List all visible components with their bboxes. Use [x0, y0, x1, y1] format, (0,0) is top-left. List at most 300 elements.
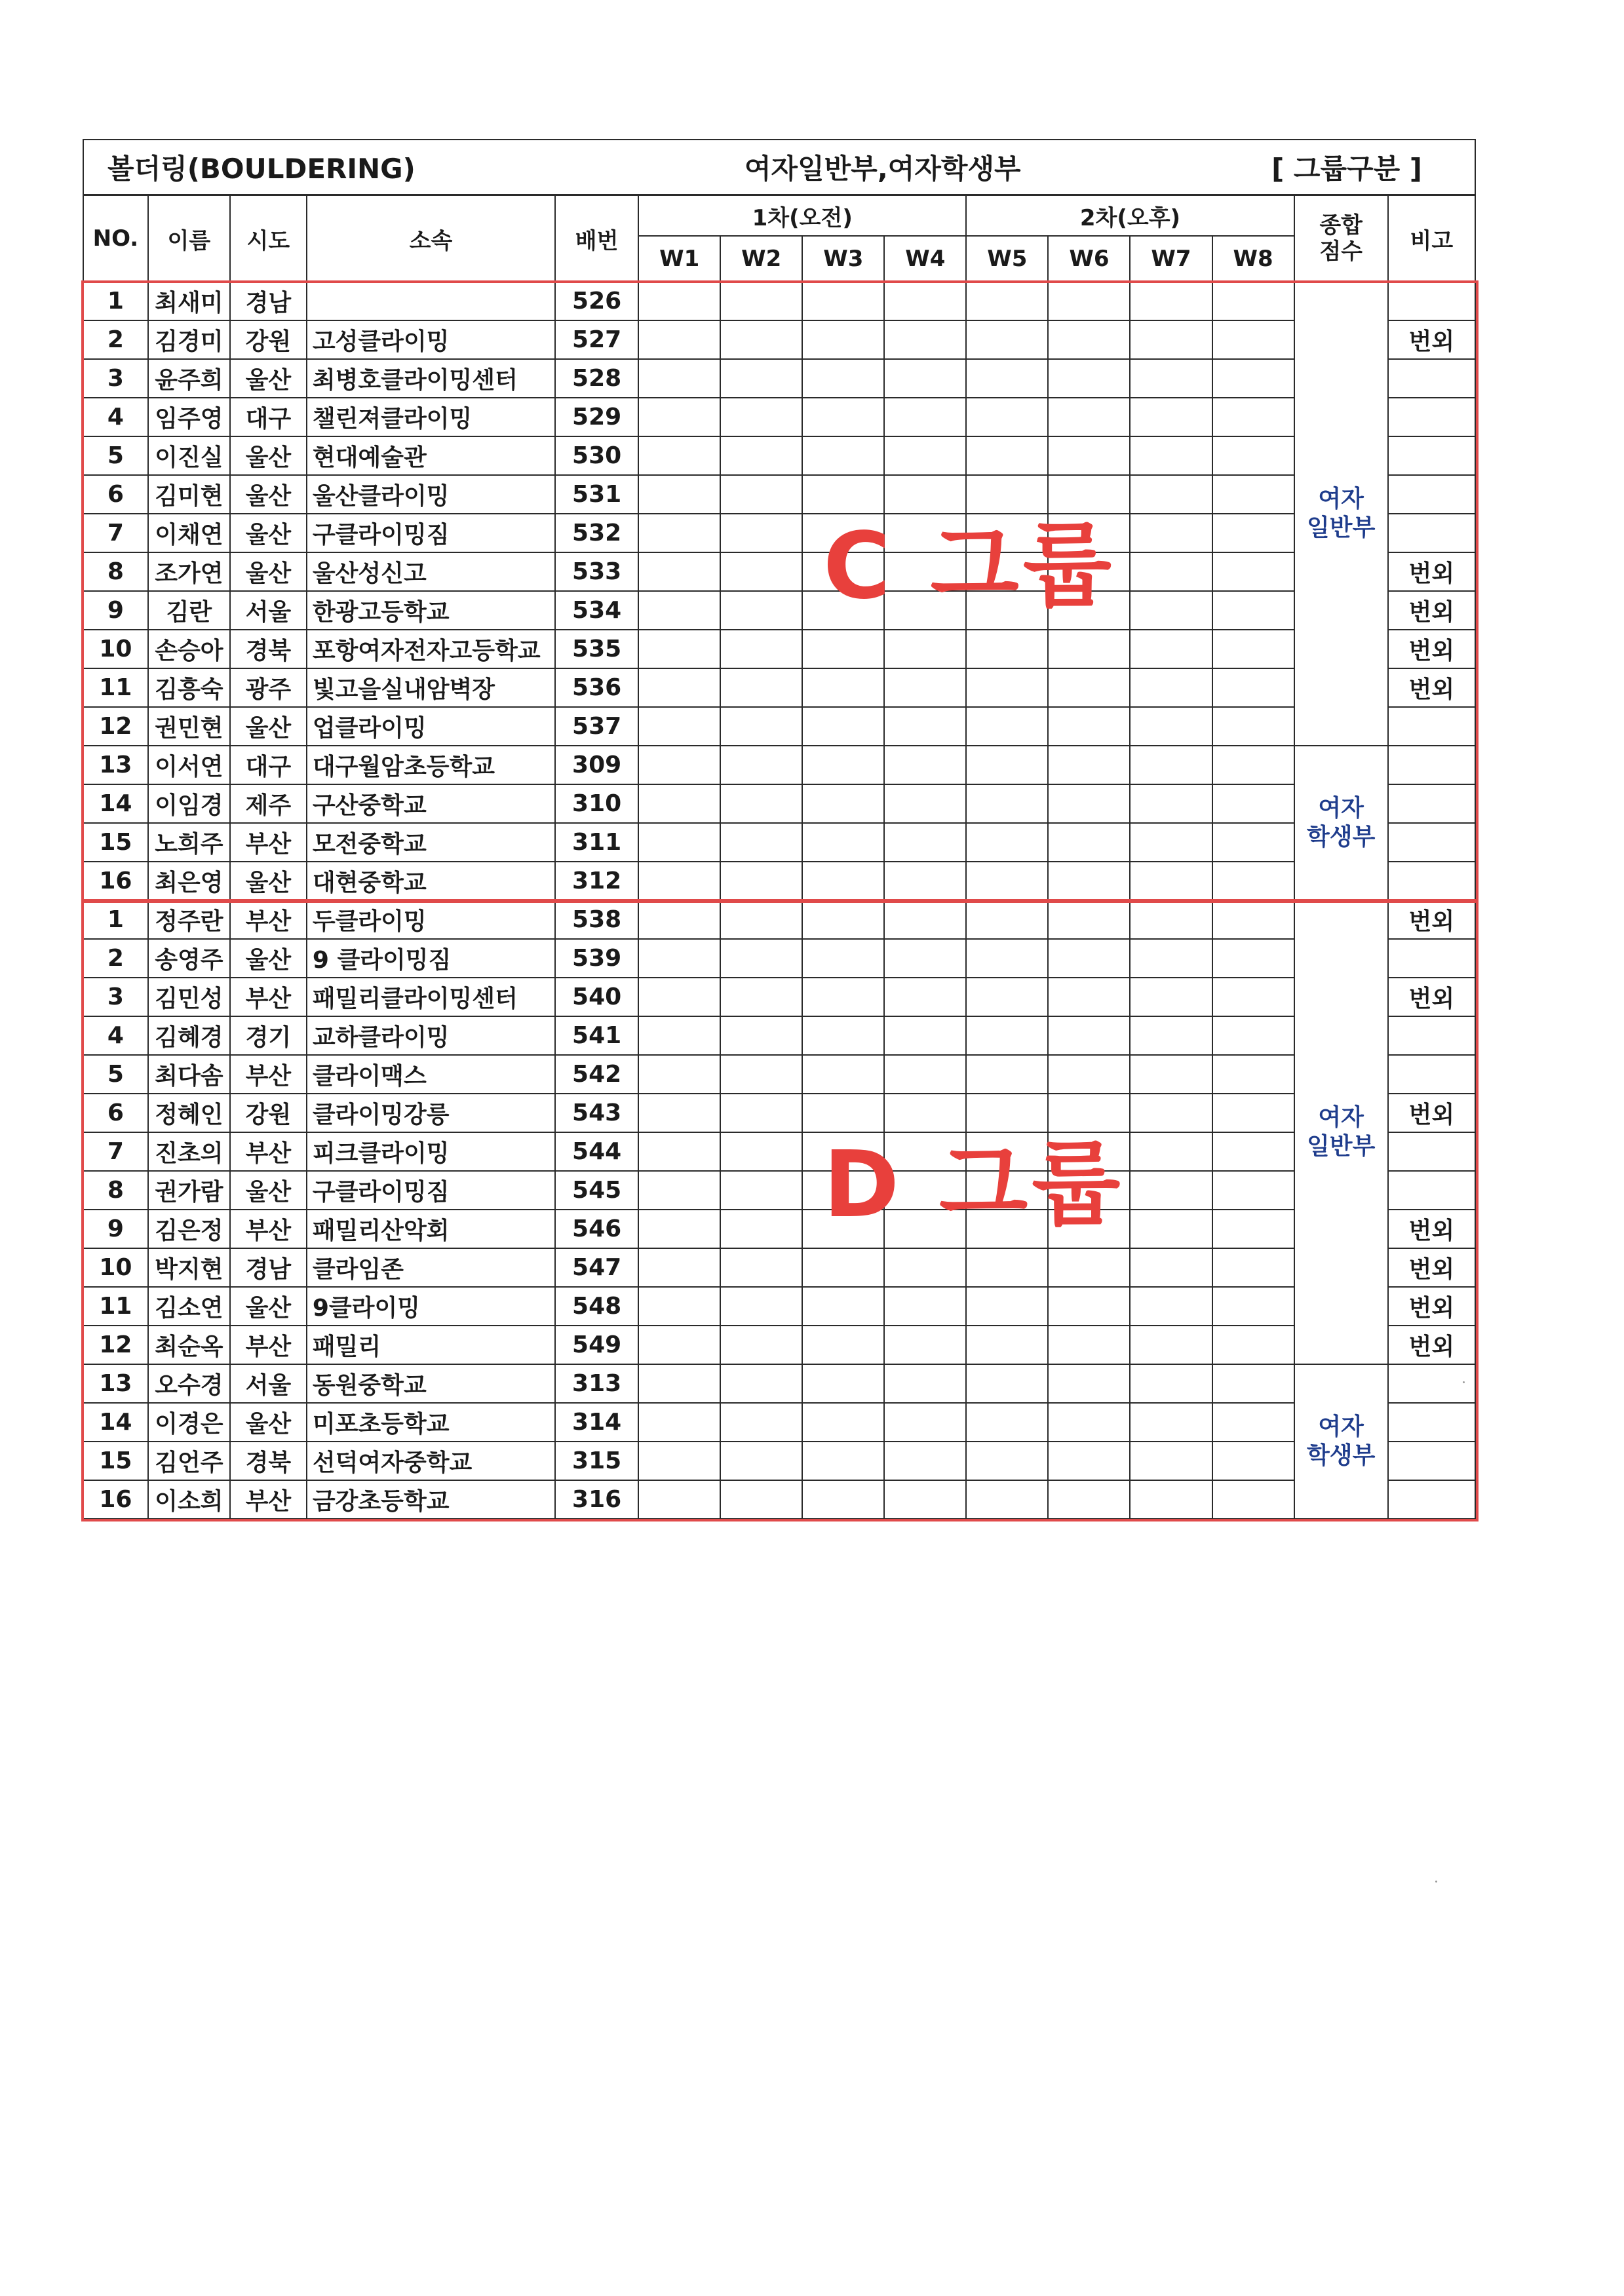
- score-cell-w2[interactable]: [720, 1094, 802, 1132]
- score-cell-w2[interactable]: [720, 1248, 802, 1287]
- score-cell-w3[interactable]: [802, 436, 884, 475]
- score-cell-w2[interactable]: [720, 1055, 802, 1094]
- competitor-bib: 528: [555, 359, 638, 398]
- score-cell-w1[interactable]: [638, 1094, 720, 1132]
- competitor-row: [83, 823, 1475, 862]
- score-cell-w6[interactable]: [1048, 359, 1130, 398]
- score-cell-w7[interactable]: [1130, 1287, 1212, 1326]
- score-cell-w1[interactable]: [638, 1403, 720, 1442]
- score-cell-w4[interactable]: [884, 1055, 966, 1094]
- score-cell-w8[interactable]: [1212, 282, 1294, 320]
- score-cell-w6[interactable]: [1048, 1055, 1130, 1094]
- competitor-name: 윤주희: [148, 359, 230, 398]
- score-cell-w2[interactable]: [720, 359, 802, 398]
- score-cell-w8[interactable]: [1212, 552, 1294, 591]
- score-cell-w5[interactable]: [966, 436, 1048, 475]
- score-cell-w1[interactable]: [638, 1248, 720, 1287]
- score-cell-w4[interactable]: [884, 1248, 966, 1287]
- score-cell-w2[interactable]: [720, 1480, 802, 1519]
- competitor-region: 울산: [230, 1403, 307, 1442]
- score-cell-w8[interactable]: [1212, 475, 1294, 514]
- row-no: 2: [83, 939, 148, 978]
- row-no: 6: [83, 1094, 148, 1132]
- score-cell-w5[interactable]: [966, 939, 1048, 978]
- competitor-name: 김소연: [148, 1287, 230, 1326]
- score-cell-w8[interactable]: [1212, 320, 1294, 359]
- competitor-row: [83, 514, 1475, 552]
- score-cell-w8[interactable]: [1212, 1403, 1294, 1442]
- score-cell-w2[interactable]: [720, 1326, 802, 1364]
- score-cell-w1[interactable]: [638, 746, 720, 784]
- score-cell-w2[interactable]: [720, 320, 802, 359]
- score-cell-w3[interactable]: [802, 707, 884, 746]
- score-cell-w6[interactable]: [1048, 320, 1130, 359]
- competitor-row: [83, 552, 1475, 591]
- score-cell-w1[interactable]: [638, 939, 720, 978]
- score-cell-w8[interactable]: [1212, 1055, 1294, 1094]
- score-cell-w7[interactable]: [1130, 1094, 1212, 1132]
- competitor-affiliation: [307, 282, 555, 320]
- score-cell-w7[interactable]: [1130, 1364, 1212, 1403]
- score-cell-w8[interactable]: [1212, 823, 1294, 862]
- score-cell-w3[interactable]: [802, 630, 884, 668]
- score-cell-w6[interactable]: [1048, 1248, 1130, 1287]
- score-cell-w5[interactable]: [966, 320, 1048, 359]
- score-cell-w7[interactable]: [1130, 746, 1212, 784]
- score-cell-w7[interactable]: [1130, 1442, 1212, 1480]
- score-cell-w3[interactable]: [802, 1480, 884, 1519]
- score-cell-w2[interactable]: [720, 978, 802, 1016]
- score-cell-w1[interactable]: [638, 1210, 720, 1248]
- score-cell-w4[interactable]: [884, 939, 966, 978]
- note-cell: 번외: [1388, 320, 1475, 359]
- score-cell-w8[interactable]: [1212, 1171, 1294, 1210]
- score-cell-w1[interactable]: [638, 359, 720, 398]
- score-cell-w5[interactable]: [966, 1287, 1048, 1326]
- competitor-region: 대구: [230, 746, 307, 784]
- score-cell-w4[interactable]: [884, 1403, 966, 1442]
- competitor-rows: [83, 282, 1475, 1519]
- score-cell-w4[interactable]: [884, 1442, 966, 1480]
- score-cell-w3[interactable]: [802, 1055, 884, 1094]
- competitor-region: 부산: [230, 900, 307, 939]
- score-cell-w7[interactable]: [1130, 862, 1212, 900]
- score-cell-w1[interactable]: [638, 1287, 720, 1326]
- competitor-affiliation: 클라이밍강릉: [307, 1094, 555, 1132]
- score-cell-w7[interactable]: [1130, 436, 1212, 475]
- score-cell-w8[interactable]: [1212, 862, 1294, 900]
- score-cell-w6[interactable]: [1048, 784, 1130, 823]
- score-cell-w1[interactable]: [638, 707, 720, 746]
- header-w3: W3: [802, 236, 884, 282]
- score-cell-w4[interactable]: [884, 978, 966, 1016]
- score-cell-w5[interactable]: [966, 398, 1048, 436]
- score-cell-w7[interactable]: [1130, 978, 1212, 1016]
- score-cell-w8[interactable]: [1212, 514, 1294, 552]
- score-cell-w2[interactable]: [720, 514, 802, 552]
- score-cell-w1[interactable]: [638, 1016, 720, 1055]
- score-cell-w2[interactable]: [720, 398, 802, 436]
- score-cell-w8[interactable]: [1212, 1364, 1294, 1403]
- score-cell-w6[interactable]: [1048, 1442, 1130, 1480]
- score-cell-w7[interactable]: [1130, 1248, 1212, 1287]
- score-cell-w3[interactable]: [802, 784, 884, 823]
- score-cell-w8[interactable]: [1212, 1287, 1294, 1326]
- competitor-name: 이진실: [148, 436, 230, 475]
- header-w6: W6: [1048, 236, 1130, 282]
- score-cell-w1[interactable]: [638, 398, 720, 436]
- score-cell-w7[interactable]: [1130, 707, 1212, 746]
- score-cell-w2[interactable]: [720, 1403, 802, 1442]
- score-cell-w8[interactable]: [1212, 398, 1294, 436]
- score-cell-w6[interactable]: [1048, 1287, 1130, 1326]
- note-cell: [1388, 746, 1475, 784]
- score-cell-w8[interactable]: [1212, 359, 1294, 398]
- header-bib: 배번: [555, 195, 638, 282]
- score-cell-w8[interactable]: [1212, 1094, 1294, 1132]
- score-cell-w7[interactable]: [1130, 668, 1212, 707]
- competitor-bib: 544: [555, 1132, 638, 1171]
- score-cell-w5[interactable]: [966, 1442, 1048, 1480]
- score-cell-w2[interactable]: [720, 436, 802, 475]
- competitor-affiliation: 업클라이밍: [307, 707, 555, 746]
- score-cell-w1[interactable]: [638, 591, 720, 630]
- score-cell-w3[interactable]: [802, 359, 884, 398]
- competitor-bib: 533: [555, 552, 638, 591]
- score-cell-w2[interactable]: [720, 591, 802, 630]
- competitor-bib: 310: [555, 784, 638, 823]
- score-cell-w3[interactable]: [802, 282, 884, 320]
- score-cell-w3[interactable]: [802, 1287, 884, 1326]
- competitor-affiliation: 최병호클라이밍센터: [307, 359, 555, 398]
- competitor-region: 경기: [230, 1016, 307, 1055]
- score-cell-w6[interactable]: [1048, 282, 1130, 320]
- competitor-bib: 316: [555, 1480, 638, 1519]
- score-cell-w2[interactable]: [720, 475, 802, 514]
- score-cell-w5[interactable]: [966, 359, 1048, 398]
- score-cell-w4[interactable]: [884, 1326, 966, 1364]
- score-cell-w6[interactable]: [1048, 1364, 1130, 1403]
- score-cell-w8[interactable]: [1212, 668, 1294, 707]
- score-cell-w5[interactable]: [966, 1364, 1048, 1403]
- competitor-bib: 541: [555, 1016, 638, 1055]
- note-cell: [1388, 1403, 1475, 1442]
- score-cell-w1[interactable]: [638, 436, 720, 475]
- score-cell-w4[interactable]: [884, 359, 966, 398]
- score-cell-w3[interactable]: [802, 746, 884, 784]
- score-cell-w1[interactable]: [638, 1326, 720, 1364]
- score-cell-w8[interactable]: [1212, 1210, 1294, 1248]
- score-cell-w6[interactable]: [1048, 746, 1130, 784]
- competitor-affiliation: 고성클라이밍: [307, 320, 555, 359]
- score-cell-w5[interactable]: [966, 1403, 1048, 1442]
- score-cell-w4[interactable]: [884, 746, 966, 784]
- competitor-row: [83, 1055, 1475, 1094]
- score-cell-w6[interactable]: [1048, 900, 1130, 939]
- score-cell-w6[interactable]: [1048, 862, 1130, 900]
- row-no: 12: [83, 1326, 148, 1364]
- score-cell-w4[interactable]: [884, 668, 966, 707]
- score-cell-w4[interactable]: [884, 823, 966, 862]
- competitor-affiliation: 패밀리클라이밍센터: [307, 978, 555, 1016]
- score-cell-w1[interactable]: [638, 1442, 720, 1480]
- score-cell-w2[interactable]: [720, 668, 802, 707]
- score-cell-w5[interactable]: [966, 630, 1048, 668]
- score-cell-w5[interactable]: [966, 1055, 1048, 1094]
- score-cell-w6[interactable]: [1048, 1016, 1130, 1055]
- score-cell-w4[interactable]: [884, 784, 966, 823]
- score-cell-w8[interactable]: [1212, 1326, 1294, 1364]
- score-cell-w2[interactable]: [720, 1171, 802, 1210]
- score-cell-w4[interactable]: [884, 1016, 966, 1055]
- score-cell-w2[interactable]: [720, 746, 802, 784]
- score-cell-w8[interactable]: [1212, 978, 1294, 1016]
- row-no: 3: [83, 359, 148, 398]
- score-cell-w4[interactable]: [884, 900, 966, 939]
- score-cell-w7[interactable]: [1130, 1403, 1212, 1442]
- division-label: 여자 학생부: [1294, 1364, 1388, 1519]
- score-cell-w7[interactable]: [1130, 1210, 1212, 1248]
- score-cell-w3[interactable]: [802, 398, 884, 436]
- score-cell-w3[interactable]: [802, 1326, 884, 1364]
- score-cell-w7[interactable]: [1130, 514, 1212, 552]
- score-cell-w4[interactable]: [884, 1364, 966, 1403]
- score-cell-w2[interactable]: [720, 1364, 802, 1403]
- note-cell: 번외: [1388, 978, 1475, 1016]
- score-cell-w2[interactable]: [720, 552, 802, 591]
- score-cell-w8[interactable]: [1212, 707, 1294, 746]
- score-cell-w2[interactable]: [720, 707, 802, 746]
- score-cell-w3[interactable]: [802, 668, 884, 707]
- score-cell-w7[interactable]: [1130, 900, 1212, 939]
- score-cell-w5[interactable]: [966, 282, 1048, 320]
- score-cell-w8[interactable]: [1212, 1016, 1294, 1055]
- competitor-region: 울산: [230, 862, 307, 900]
- score-cell-w2[interactable]: [720, 1287, 802, 1326]
- score-cell-w4[interactable]: [884, 282, 966, 320]
- score-cell-w4[interactable]: [884, 398, 966, 436]
- competitor-affiliation: 금강초등학교: [307, 1480, 555, 1519]
- row-no: 10: [83, 630, 148, 668]
- score-cell-w5[interactable]: [966, 784, 1048, 823]
- competitor-affiliation: 현대예술관: [307, 436, 555, 475]
- score-cell-w2[interactable]: [720, 939, 802, 978]
- header-no: NO.: [83, 195, 148, 282]
- score-cell-w7[interactable]: [1130, 630, 1212, 668]
- competitor-name: 최은영: [148, 862, 230, 900]
- note-cell: [1388, 1171, 1475, 1210]
- score-cell-w4[interactable]: [884, 707, 966, 746]
- score-cell-w2[interactable]: [720, 1210, 802, 1248]
- competitor-name: 권가람: [148, 1171, 230, 1210]
- competitor-region: 부산: [230, 823, 307, 862]
- scan-speck: [1463, 1381, 1465, 1383]
- competitor-row: [83, 591, 1475, 630]
- score-cell-w8[interactable]: [1212, 746, 1294, 784]
- score-cell-w3[interactable]: [802, 1442, 884, 1480]
- score-cell-w1[interactable]: [638, 1132, 720, 1171]
- competitor-row: [83, 1480, 1475, 1519]
- competitor-name: 김란: [148, 591, 230, 630]
- note-cell: [1388, 1480, 1475, 1519]
- score-cell-w8[interactable]: [1212, 1480, 1294, 1519]
- score-cell-w3[interactable]: [802, 1016, 884, 1055]
- score-cell-w6[interactable]: [1048, 823, 1130, 862]
- competitor-region: 울산: [230, 552, 307, 591]
- note-cell: [1388, 475, 1475, 514]
- score-cell-w8[interactable]: [1212, 591, 1294, 630]
- competitor-affiliation: 대현중학교: [307, 862, 555, 900]
- score-cell-w2[interactable]: [720, 630, 802, 668]
- score-cell-w1[interactable]: [638, 784, 720, 823]
- score-cell-w1[interactable]: [638, 1480, 720, 1519]
- note-cell: [1388, 514, 1475, 552]
- score-cell-w5[interactable]: [966, 1480, 1048, 1519]
- score-cell-w5[interactable]: [966, 900, 1048, 939]
- score-cell-w1[interactable]: [638, 475, 720, 514]
- score-cell-w8[interactable]: [1212, 939, 1294, 978]
- score-cell-w3[interactable]: [802, 1364, 884, 1403]
- score-cell-w7[interactable]: [1130, 359, 1212, 398]
- competitor-row: [83, 398, 1475, 436]
- score-cell-w5[interactable]: [966, 707, 1048, 746]
- score-cell-w5[interactable]: [966, 1016, 1048, 1055]
- score-cell-w8[interactable]: [1212, 630, 1294, 668]
- score-cell-w7[interactable]: [1130, 1171, 1212, 1210]
- score-cell-w6[interactable]: [1048, 1326, 1130, 1364]
- score-cell-w3[interactable]: [802, 823, 884, 862]
- score-cell-w1[interactable]: [638, 514, 720, 552]
- score-cell-w7[interactable]: [1130, 282, 1212, 320]
- score-cell-w7[interactable]: [1130, 823, 1212, 862]
- score-cell-w2[interactable]: [720, 282, 802, 320]
- score-cell-w1[interactable]: [638, 630, 720, 668]
- score-cell-w5[interactable]: [966, 668, 1048, 707]
- score-cell-w1[interactable]: [638, 1364, 720, 1403]
- bouldering-group-sheet: [83, 139, 1476, 1520]
- score-cell-w8[interactable]: [1212, 436, 1294, 475]
- score-cell-w4[interactable]: [884, 630, 966, 668]
- score-cell-w6[interactable]: [1048, 668, 1130, 707]
- score-cell-w3[interactable]: [802, 1248, 884, 1287]
- score-cell-w5[interactable]: [966, 1326, 1048, 1364]
- note-cell: [1388, 862, 1475, 900]
- score-cell-w4[interactable]: [884, 1480, 966, 1519]
- row-no: 11: [83, 1287, 148, 1326]
- score-cell-w4[interactable]: [884, 1287, 966, 1326]
- score-cell-w2[interactable]: [720, 900, 802, 939]
- score-cell-w7[interactable]: [1130, 784, 1212, 823]
- score-cell-w8[interactable]: [1212, 784, 1294, 823]
- score-cell-w3[interactable]: [802, 1403, 884, 1442]
- score-cell-w8[interactable]: [1212, 1442, 1294, 1480]
- score-cell-w3[interactable]: [802, 320, 884, 359]
- score-cell-w7[interactable]: [1130, 320, 1212, 359]
- score-cell-w1[interactable]: [638, 823, 720, 862]
- score-cell-w7[interactable]: [1130, 1480, 1212, 1519]
- score-cell-w6[interactable]: [1048, 436, 1130, 475]
- score-cell-w1[interactable]: [638, 282, 720, 320]
- score-cell-w5[interactable]: [966, 1248, 1048, 1287]
- score-cell-w7[interactable]: [1130, 552, 1212, 591]
- score-cell-w2[interactable]: [720, 1442, 802, 1480]
- competitor-region: 울산: [230, 475, 307, 514]
- score-cell-w7[interactable]: [1130, 1132, 1212, 1171]
- score-cell-w1[interactable]: [638, 1171, 720, 1210]
- score-cell-w1[interactable]: [638, 1055, 720, 1094]
- score-cell-w4[interactable]: [884, 862, 966, 900]
- score-cell-w2[interactable]: [720, 823, 802, 862]
- row-no: 15: [83, 823, 148, 862]
- score-cell-w1[interactable]: [638, 668, 720, 707]
- score-cell-w3[interactable]: [802, 978, 884, 1016]
- score-cell-w2[interactable]: [720, 784, 802, 823]
- score-cell-w7[interactable]: [1130, 475, 1212, 514]
- score-cell-w7[interactable]: [1130, 939, 1212, 978]
- score-cell-w1[interactable]: [638, 978, 720, 1016]
- competitor-region: 부산: [230, 1326, 307, 1364]
- competitor-name: 진초의: [148, 1132, 230, 1171]
- competitor-row: [83, 320, 1475, 359]
- score-cell-w8[interactable]: [1212, 1132, 1294, 1171]
- score-cell-w5[interactable]: [966, 746, 1048, 784]
- score-cell-w7[interactable]: [1130, 1016, 1212, 1055]
- row-no: 14: [83, 1403, 148, 1442]
- score-cell-w4[interactable]: [884, 320, 966, 359]
- competitor-bib: 311: [555, 823, 638, 862]
- division-label: 여자 일반부: [1294, 282, 1388, 746]
- row-no: 10: [83, 1248, 148, 1287]
- score-cell-w6[interactable]: [1048, 1403, 1130, 1442]
- score-cell-w1[interactable]: [638, 320, 720, 359]
- score-cell-w2[interactable]: [720, 862, 802, 900]
- score-cell-w7[interactable]: [1130, 398, 1212, 436]
- score-cell-w7[interactable]: [1130, 1055, 1212, 1094]
- score-cell-w6[interactable]: [1048, 630, 1130, 668]
- score-cell-w1[interactable]: [638, 862, 720, 900]
- note-cell: [1388, 1016, 1475, 1055]
- score-cell-w1[interactable]: [638, 552, 720, 591]
- score-cell-w5[interactable]: [966, 823, 1048, 862]
- score-cell-w3[interactable]: [802, 900, 884, 939]
- score-cell-w2[interactable]: [720, 1016, 802, 1055]
- competitor-region: 울산: [230, 1171, 307, 1210]
- score-cell-w7[interactable]: [1130, 591, 1212, 630]
- score-cell-w4[interactable]: [884, 436, 966, 475]
- score-cell-w7[interactable]: [1130, 1326, 1212, 1364]
- score-cell-w6[interactable]: [1048, 939, 1130, 978]
- row-no: 4: [83, 398, 148, 436]
- sheet-title: 볼더링(BOULDERING): [83, 140, 638, 195]
- note-cell: [1388, 1055, 1475, 1094]
- score-cell-w3[interactable]: [802, 939, 884, 978]
- score-cell-w1[interactable]: [638, 900, 720, 939]
- score-cell-w5[interactable]: [966, 862, 1048, 900]
- score-cell-w6[interactable]: [1048, 978, 1130, 1016]
- score-cell-w6[interactable]: [1048, 707, 1130, 746]
- score-cell-w2[interactable]: [720, 1132, 802, 1171]
- division-label: 여자 일반부: [1294, 900, 1388, 1364]
- header-w7: W7: [1130, 236, 1212, 282]
- score-cell-w8[interactable]: [1212, 900, 1294, 939]
- score-cell-w8[interactable]: [1212, 1248, 1294, 1287]
- score-cell-w6[interactable]: [1048, 1480, 1130, 1519]
- score-cell-w3[interactable]: [802, 862, 884, 900]
- competitor-bib: 530: [555, 436, 638, 475]
- score-cell-w6[interactable]: [1048, 398, 1130, 436]
- score-cell-w5[interactable]: [966, 978, 1048, 1016]
- competitor-bib: 314: [555, 1403, 638, 1442]
